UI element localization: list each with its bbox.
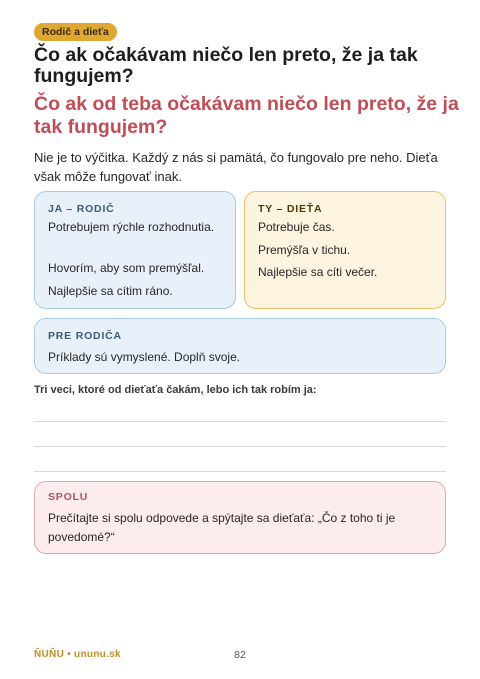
writing-line-3[interactable] [34,471,446,472]
parent-trait-3: Najlepšie sa cítim ráno. [48,284,173,298]
intro-text: Nie je to výčitka. Každý z nás si pamätá, čo fungovalo pre neho. Dieťa však môže fungovať inak. [34,150,438,184]
category-tag: Rodič a dieťa [34,23,117,41]
parent-trait-1: Potrebujem rýchle rozhodnutia. [48,220,215,234]
parent-traits-card [34,191,236,309]
for-parent-note [34,318,446,374]
child-trait-3: Najlepšie sa cíti večer. [258,265,378,279]
for-parent-label: PRE RODIČA [48,330,122,342]
writing-line-2[interactable] [34,446,446,447]
together-label: SPOLU [48,491,89,503]
parent-trait-2: Hovorím, aby som premýšľal. [48,261,205,275]
child-trait-2: Premýšľa v tichu. [258,243,351,257]
for-parent-text: Príklady sú vymyslené. Doplň svoje. [48,350,241,364]
page-subtitle: Čo ak od teba očakávam niečo len preto, že ja tak fungujem? [34,93,459,138]
page-title: Čo ak očakávam niečo len preto, že ja tak fungujem? [34,44,418,87]
child-traits-label: TY – DIEŤA [258,203,323,215]
writing-prompt: Tri veci, ktoré od dieťaťa čakám, lebo ich tak robím ja: [34,384,317,396]
footer-brand: ŇUŇU • ununu.sk [34,649,121,660]
child-traits-card [244,191,446,309]
page-number: 82 [234,649,246,661]
together-note [34,481,446,554]
writing-line-1[interactable] [34,421,446,422]
parent-traits-label: JA – RODIČ [48,203,115,215]
child-trait-1: Potrebuje čas. [258,220,335,234]
together-text: Prečítajte si spolu odpovede a spýtajte sa dieťaťa: „Čo z toho ti je povedomé?“ [48,511,396,544]
